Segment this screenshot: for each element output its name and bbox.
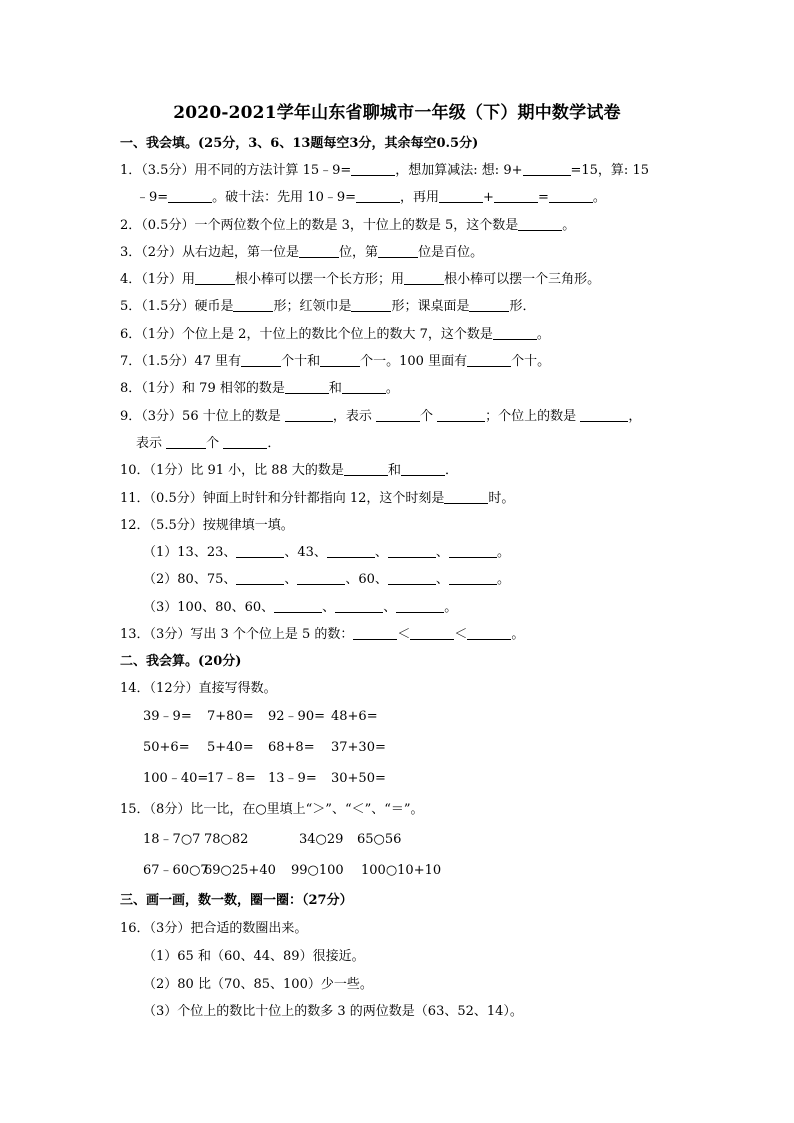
- q12-2-text-a: （2）80、75、: [143, 572, 237, 587]
- question-16-part-2: （2）80 比（70、85、100）少一些。: [143, 977, 373, 992]
- q11-text-a: 11．（0.5分）钟面上时针和分针都指向 12，这个时刻是: [120, 491, 445, 506]
- answer-blank[interactable]: [401, 463, 445, 476]
- question-13: [120, 626, 524, 644]
- question-12-part-3: [143, 599, 457, 617]
- q12-3-text-c: 、: [383, 600, 397, 615]
- calc-item: 92﹣90=: [268, 709, 325, 724]
- answer-blank[interactable]: [467, 354, 511, 367]
- q1-text-i: 。: [592, 190, 606, 205]
- question-11: [120, 490, 514, 508]
- answer-blank[interactable]: [236, 545, 284, 558]
- compare-item: 67﹣60○7: [143, 863, 209, 878]
- section-2-heading: 二、我会算。(20分): [120, 654, 242, 669]
- q12-3-text-a: （3）100、80、60、: [143, 600, 275, 615]
- q8-text-a: 8．（1分）和 79 相邻的数是: [120, 381, 285, 396]
- answer-blank[interactable]: [327, 545, 375, 558]
- q5-text-a: 5．（1.5分）硬币是: [120, 299, 234, 314]
- answer-blank[interactable]: [233, 299, 273, 312]
- question-12: 12．（5.5分）按规律填一填。: [120, 518, 294, 533]
- answer-blank[interactable]: [494, 190, 538, 203]
- calc-item: 7+80=: [207, 709, 254, 724]
- compare-item: 78○82: [204, 832, 249, 847]
- answer-blank[interactable]: [388, 572, 436, 585]
- answer-blank[interactable]: [351, 299, 391, 312]
- compare-item: 100○10+10: [361, 863, 442, 878]
- q7-text-a: 7．（1.5分）47 里有: [120, 354, 242, 369]
- calc-item: 100﹣40=: [143, 771, 209, 786]
- question-14: 14．（12分）直接写得数。: [120, 681, 277, 696]
- q7-text-c: 个一。100 里面有: [360, 354, 468, 369]
- q6-text-b: 。: [536, 327, 550, 342]
- calc-row-1: [143, 708, 378, 726]
- q12-2-text-d: 、: [435, 572, 449, 587]
- q8-text-c: 。: [385, 381, 399, 396]
- answer-blank[interactable]: [404, 272, 444, 285]
- question-12-part-2: [143, 571, 510, 589]
- calc-item: 50+6=: [143, 740, 190, 755]
- answer-blank[interactable]: [467, 627, 511, 640]
- question-8: [120, 380, 399, 398]
- q4-text-c: 根小棒可以摆一个三角形。: [444, 272, 601, 287]
- compare-item: 65○56: [357, 832, 402, 847]
- q6-text-a: 6．（1分）个位上是 2，十位上的数比个位上的数大 7，这个数是: [120, 327, 493, 342]
- section-1-heading: 一、我会填。(25分，3、6、13题每空3分，其余每空0.5分): [120, 136, 479, 151]
- q12-1-text-d: 、: [435, 545, 449, 560]
- answer-blank[interactable]: [223, 436, 267, 449]
- answer-blank[interactable]: [274, 600, 322, 613]
- question-9-line-1: [120, 408, 641, 426]
- answer-blank[interactable]: [580, 409, 628, 422]
- answer-blank[interactable]: [437, 409, 485, 422]
- q10-text-c: ．: [444, 463, 458, 478]
- answer-blank[interactable]: [168, 190, 212, 203]
- answer-blank[interactable]: [410, 627, 454, 640]
- q5-text-b: 形；红领巾是: [273, 299, 352, 314]
- q9-text-g: 个: [206, 436, 220, 451]
- section-3-heading: 三、画一画，数一数，圈一圈：（27分）: [120, 893, 353, 908]
- q13-text-c: ＜: [454, 627, 468, 642]
- q7-text-d: 个十。: [511, 354, 551, 369]
- q9-text-h: ．: [267, 436, 281, 451]
- answer-blank[interactable]: [439, 190, 483, 203]
- answer-blank[interactable]: [297, 572, 345, 585]
- q3-text-c: 位是百位。: [418, 245, 484, 260]
- answer-blank[interactable]: [236, 572, 284, 585]
- q12-3-text-b: 、: [322, 600, 336, 615]
- q1-text-a: 1．（3.5分）用不同的方法计算 15﹣9=: [120, 163, 352, 178]
- answer-blank[interactable]: [444, 491, 488, 504]
- answer-blank[interactable]: [449, 545, 497, 558]
- q12-1-text-e: 。: [496, 545, 510, 560]
- q13-text-d: 。: [511, 627, 525, 642]
- q1-text-e: 。破十法：先用 10﹣9=: [212, 190, 357, 205]
- question-16-part-1: （1）65 和（60、44、89）很接近。: [143, 949, 365, 964]
- q1-text-f: ，再用: [400, 190, 440, 205]
- q10-text-a: 10．（1分）比 91 小，比 88 大的数是: [120, 463, 344, 478]
- calc-row-3: [143, 770, 386, 788]
- exam-title: 2020-2021学年山东省聊城市一年级（下）期中数学试卷: [173, 103, 621, 123]
- q9-text-e: ，: [628, 409, 642, 424]
- q12-2-text-b: 、: [284, 572, 298, 587]
- q11-text-b: 时。: [488, 491, 515, 506]
- calc-item: 68+8=: [268, 740, 315, 755]
- compare-item: 69○25+40: [204, 863, 276, 878]
- q1-text-b: ，想加算减法: 想: 9+: [395, 163, 523, 178]
- calc-item: 30+50=: [331, 771, 386, 786]
- answer-blank[interactable]: [449, 572, 497, 585]
- answer-blank[interactable]: [469, 299, 509, 312]
- q7-text-b: 个十和: [281, 354, 321, 369]
- answer-blank[interactable]: [388, 545, 436, 558]
- q9-text-f: 表示: [136, 436, 163, 451]
- q12-3-text-d: 。: [444, 600, 458, 615]
- q2-text-b: 。: [562, 218, 576, 233]
- answer-blank[interactable]: [549, 190, 593, 203]
- compare-row-1: [143, 831, 401, 849]
- question-1-line-2: [136, 189, 606, 207]
- calc-item: 39﹣9=: [143, 709, 192, 724]
- q9-text-a: 9．（3分）56 十位上的数是: [120, 409, 281, 424]
- calc-row-2: [143, 739, 386, 757]
- calc-item: 48+6=: [331, 709, 378, 724]
- question-2: [120, 217, 575, 235]
- question-6: [120, 326, 550, 344]
- q8-text-b: 和: [328, 381, 342, 396]
- question-12-part-1: [143, 544, 510, 562]
- answer-blank[interactable]: [518, 218, 562, 231]
- answer-blank[interactable]: [493, 327, 537, 340]
- question-7: [120, 353, 550, 371]
- question-15: 15．（8分）比一比，在○里填上“＞”、“＜”、“＝”。: [120, 802, 424, 817]
- compare-item: 34○29: [299, 832, 344, 847]
- q12-2-text-e: 。: [496, 572, 510, 587]
- answer-blank[interactable]: [195, 272, 235, 285]
- answer-blank[interactable]: [335, 600, 383, 613]
- q10-text-b: 和: [387, 463, 401, 478]
- q5-text-d: 形．: [509, 299, 536, 314]
- q1-text-c: =15，算: 15: [570, 163, 649, 178]
- q9-text-c: 个: [420, 409, 434, 424]
- q4-text-a: 4．（1分）用: [120, 272, 196, 287]
- answer-blank[interactable]: [241, 354, 281, 367]
- q9-text-d: ；个位上的数是: [485, 409, 577, 424]
- q5-text-c: 形；课桌面是: [391, 299, 470, 314]
- answer-blank[interactable]: [351, 163, 395, 176]
- q13-text-a: 13．（3分）写出 3 个个位上是 5 的数：: [120, 627, 354, 642]
- q1-text-h: =: [537, 190, 549, 205]
- q9-text-b: ，表示: [332, 409, 372, 424]
- q2-text-a: 2．（0.5分）一个两位数个位上的数是 3，十位上的数是 5，这个数是: [120, 218, 519, 233]
- question-9-line-2: [136, 435, 280, 453]
- calc-item: 5+40=: [207, 740, 254, 755]
- answer-blank[interactable]: [376, 409, 420, 422]
- question-16-part-3: （3）个位上的数比十位上的数多 3 的两位数是（63、52、14）。: [143, 1004, 523, 1019]
- q3-text-b: 位，第: [339, 245, 379, 260]
- q12-1-text-a: （1）13、23、: [143, 545, 237, 560]
- answer-blank[interactable]: [299, 245, 339, 258]
- q12-1-text-c: 、: [374, 545, 388, 560]
- question-5: [120, 298, 536, 316]
- question-4: [120, 271, 600, 289]
- q12-2-text-c: 、60、: [345, 572, 388, 587]
- q1-text-d: ﹣9=: [136, 190, 169, 205]
- answer-blank[interactable]: [285, 409, 333, 422]
- answer-blank[interactable]: [344, 463, 388, 476]
- q13-text-b: ＜: [397, 627, 411, 642]
- question-3: [120, 244, 483, 262]
- question-10: [120, 462, 458, 480]
- calc-item: 37+30=: [331, 740, 386, 755]
- answer-blank[interactable]: [166, 436, 206, 449]
- question-1-line-1: [120, 162, 649, 180]
- q3-text-a: 3．（2分）从右边起，第一位是: [120, 245, 300, 260]
- compare-item: 18﹣7○7: [143, 832, 201, 847]
- q12-1-text-b: 、43、: [284, 545, 327, 560]
- answer-blank[interactable]: [320, 354, 360, 367]
- answer-blank[interactable]: [285, 381, 329, 394]
- answer-blank[interactable]: [378, 245, 418, 258]
- q4-text-b: 根小棒可以摆一个长方形；用: [235, 272, 405, 287]
- answer-blank[interactable]: [353, 627, 397, 640]
- calc-item: 17﹣8=: [207, 771, 256, 786]
- answer-blank[interactable]: [356, 190, 400, 203]
- answer-blank[interactable]: [523, 163, 571, 176]
- compare-row-2: [143, 862, 441, 880]
- answer-blank[interactable]: [396, 600, 444, 613]
- question-16: 16．（3分）把合适的数圈出来。: [120, 921, 308, 936]
- calc-item: 13﹣9=: [268, 771, 317, 786]
- q1-text-g: +: [483, 190, 494, 205]
- answer-blank[interactable]: [342, 381, 386, 394]
- compare-item: 99○100: [291, 863, 344, 878]
